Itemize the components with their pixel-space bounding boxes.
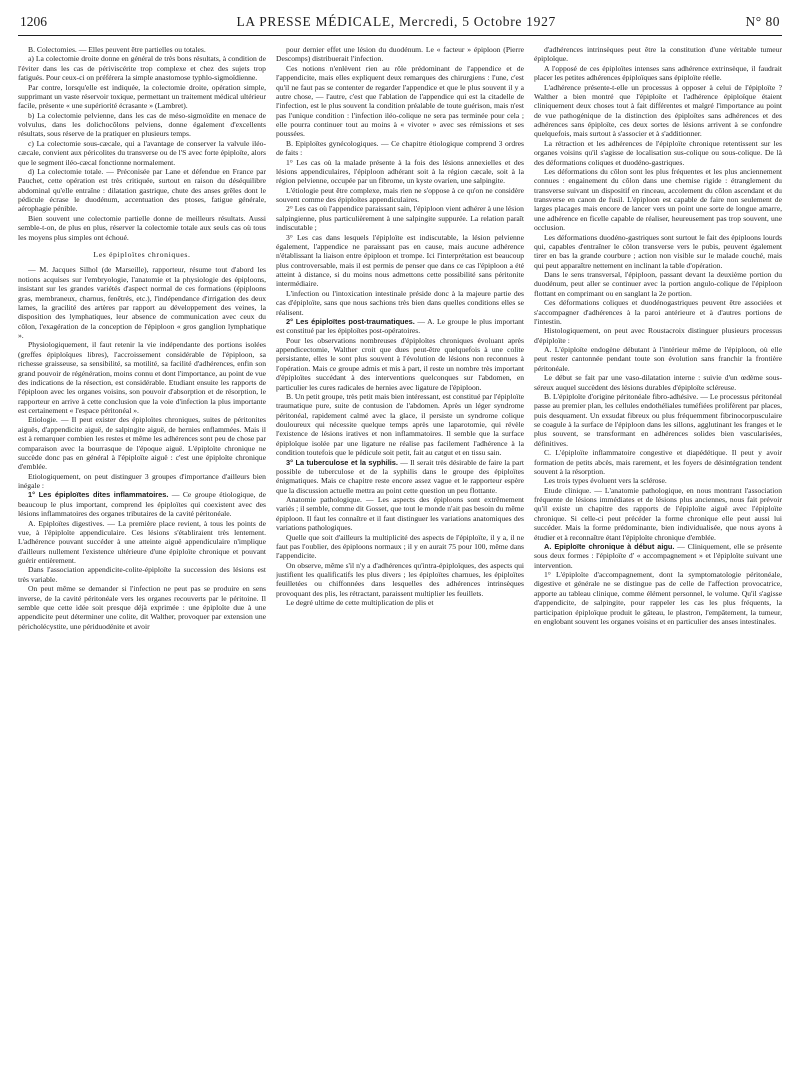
paragraph: Dans le sens transversal, l'épiploon, passant devant la deuxième portion du duodénum, peut aller se continuer avec la portion angulo-colique de l'épiploon flottant en comprimant ou en sanglant la 2e portion. <box>534 270 782 298</box>
paragraph-text: — Il serait très désirable de faire la part possible de tuberculose et de la syphilis dans le groupe des épiploïtes énigmatiques. Mais ce chapitre reste encore assez vague et le rapporteur espère que la discussion actuelle mettra au point cette question un peu flottante. <box>276 457 524 495</box>
paragraph: B. Un petit groupe, très petit mais bien intéressant, est constitué par l'épiploïte traumatique pure, suite de contusion de l'abdomen. Après un léger syndrome péritonéal, rapidement calmé avec la glace, il persiste un syndrome colique douloureux qui nécessite quelque temps après une laparotomie, qui révèle l'existence de lésions iratives et non inflammatoires. Il semble que la surface épiploïque isolée par une ligature ne réalise pas facilement l'adhérence à la condition toutefois que le pédicule soit petit, fait au catgut et en tissu sain. <box>276 391 524 458</box>
paragraph: Etiologie. — Il peut exister des épiploïtes chroniques, suites de péritonites aiguës, d'appendicite aiguë, de salpingite aiguë, de hernies enflammées. Mais il est à remarquer combien les restes et même les adhérences sont peu de chose par comparaison avec la bourrasque de l'époque aiguë. L'épiploïte chronique ne succède donc pas en général à l'épiploïte aiguë : c'est une épiploïte chronique d'emblée. <box>18 415 266 472</box>
paragraph: A. L'épiploïte endogène débutant à l'intérieur même de l'épiploon, où elle peut rester cantonnée pendant toute son évolution sans franchir la frontière péritonéale. <box>534 345 782 373</box>
subheading: 3° La tuberculose et la syphilis. <box>286 457 398 467</box>
paragraph: Les déformations duodéno-gastriques sont surtout le fait des épiploons lourds qui, capables d'entraîner le côlon transverse vers le pubis, peuvent également tirer en bas la grande courbure ; action non visible sur le malade couché, mais qui peut apparaître nettement en inclinant la table d'opération. <box>534 232 782 270</box>
paragraph: Le degré ultime de cette multiplication de plis et <box>286 598 434 608</box>
paragraph: Anatomie pathologique. — Les aspects des épiploons sont extrêmement variés ; il semble, comme dit Gosset, que tout le monde n'ait pas besoin du même épiploon. Il faut les connaître et il faut distinguer les variations anatomiques des variations pathologiques. <box>276 495 524 533</box>
paragraph: Le début se fait par une vaso-dilatation interne : suivie d'un œdème sous-séreux auquel succèdent des lésions durables d'épiploïte scléreuse. <box>534 373 782 392</box>
paragraph-text: — Cliniquement, elle se présente sous deux formes : l'épiploïte d' « accompagnement » et l'épiploïte suivant une intervention. <box>534 541 782 570</box>
columns <box>18 45 782 1073</box>
page-number: 1206 <box>20 14 47 29</box>
paragraph: Physiologiquement, il faut retenir la vie indépendante des portions isolées (greffes épiploïques libres), l'accroissement considérable de l'épiploon, sa richesse graisseuse, sa sensibilité, sa motilité, sa facilité d'adhérences, enfin son grand pouvoir de régénération, moins connu et dont l'importance, au point de vue des indications de la résection, est considérable. Etudiant ensuite les rapports de l'épiploon avec les organes voisins, son pouvoir d'absorption et de résorption, le rapporteur en arrive à cette conclusion que la voie d'infection la plus importante est certainement « l'espace péritonéal ». <box>18 340 266 416</box>
paragraph: — M. Jacques Silhol (de Marseille), rapporteur, résume tout d'abord les notions acquises sur l'embryologie, l'anatomie et la physiologie des épiploons, insistant sur les grandes variétés d'aspect normal de ces formations (épiploons gras, membraneux, charnus, fenêtrés, etc.), l'indépendance d'irrigation des deux lames, la gracilité des artères par rapport au développement des veines, la disposition des lymphatiques, leur absence de communication avec ceux du côlon, l'exagération de la conception de l'épiploon « gros ganglion lymphatique ». <box>18 265 266 341</box>
section-heading: Les épiploïtes chroniques. <box>93 249 191 259</box>
paragraph: L'étiologie peut être complexe, mais rien ne s'oppose à ce qu'on ne considère souvent comme des épiploïtes appendiculaires. <box>276 185 524 204</box>
paragraph: 3° Les cas dans lesquels l'épiploïte est indiscutable, la lésion pelvienne également, l'appendice ne paraissant pas en cause, mais aucune adhérence n'établissant la liaison entre épiploon et trompe. Ici l'interprétation est beaucoup plus controversable, mais il est permis de penser que dans ce cas l'épiploon a été atteint à distance, si du moins nous admettons cette possibilité sans péritonite intermédiaire. <box>276 232 524 289</box>
paragraph <box>276 317 524 336</box>
column-2 <box>276 45 524 1073</box>
paragraph: Bien souvent une colectomie partielle donne de meilleurs résultats. Aussi semble-t-on, de plus en plus, réserver la colectomie totale aux seuls cas où tous les moyens plus simples ont échoué. <box>18 213 266 242</box>
paragraph-text: — Ce groupe étiologique, de beaucoup le plus important, comprend les épiploïtes qui coexistent avec des lésions inflammatoires des organes tributaires de la cavité péritonéale. <box>18 490 266 519</box>
paragraph: On observe, même s'il n'y a d'adhérences qu'intra-épiploïques, des aspects qui justifient les qualificatifs les plus divers ; les épiploïtes charnues, les épiploïtes feuilletées ou chiffonnées dans lesquelles des adhérences intrinsèques provoquant des plis, les rétractant, paraissent multiplier les feuillets. <box>276 560 524 598</box>
paragraph: Pour les observations nombreuses d'épiploïtes chroniques évoluant après appendicectomie, Walther croit que dues peut-être quelquefois à une colite persistante, elles le sont plus souvent à l'évolution de lésions non reconnues à l'opération. Mais ce groupe admis et mis à part, il reste un nombre très important d'épiploïtes succédant à des interventions quelconques sur l'abdomen, en particulier les cures radicales de hernies avec ligature de l'épiploon. <box>276 335 524 392</box>
paragraph: Etiologiquement, on peut distinguer 3 groupes d'importance d'ailleurs bien inégale : <box>18 471 266 491</box>
column-3 <box>534 45 782 1073</box>
subheading: 1° Les épiploïtes dites inflammatoires. <box>28 490 169 500</box>
paragraph: A. Epiploïtes digestives. — La première place revient, à tous les points de vue, à l'épiploïte appendiculaire. Ces lésions s'établiraient très lentement. L'adhérence pouvant succéder à une atteinte aiguë appendiculaire n'implique d'ailleurs nullement l'existence ultérieure d'une épiploïte chronique et pouvant guérir entièrement. <box>18 518 266 566</box>
paragraph: 1° Les cas où la malade présente à la fois des lésions annexielles et des lésions appendiculaires, l'épiploon adhérant soit à la région cæcale, soit à la région pelvienne, occupée par un fibrome, un kyste ovarien, une salpingite. <box>276 157 524 186</box>
paragraph <box>276 458 524 496</box>
paragraph <box>534 542 782 570</box>
paragraph: Ces notions n'enlèvent rien au rôle prédominant de l'appendice et de l'appendicite, mais elles expliquent deux remarques des chirurgiens : l'une, c'est qu'il ne faut pas se contenter de regarder l'appendice et que le plus souvent il y a autre chose, — l'autre, c'est que l'ablation de l'appendice qui est la citadelle de l'infection, est le plus souvent la condition préalable de toute guérison, mais n'est pas l'unique condition : l'infection iléo-colique ne sera pas terminée pour cela ; elle pourra continuer tout au moins à « vivoter » avec ses rémissions et ses poussées. <box>276 63 524 139</box>
subheading: A. Epiploïte chronique à début aigu. <box>544 541 675 551</box>
paragraph: C. L'épiploïte inflammatoire congestive et diapédétique. Il peut y avoir formation de petits abcès, mais rarement, et les foyers de désintégration tendent souvent à la résorption. <box>534 448 782 476</box>
paragraph: b) La colectomie pelvienne, dans les cas de méso-sigmoïdite en menace de volvulus, dans les dolichocôlons pelviens, donne également d'excellents résultats, sous réserve de la pratiquer en plusieurs temps. <box>18 110 266 139</box>
page-header <box>18 14 782 36</box>
paragraph-text: — A. Le groupe le plus important est constitué par les épiploïtes post-opératoires. <box>276 316 524 336</box>
paragraph: B. L'épiploïte d'origine péritonéale fibro-adhésive. — Le processus péritonéal passe au premier plan, les cellules endothéliales tuméfiées prolifèrent par places, puis desquament. Un exsudat fibreux ou plus fréquemment fibrinocorpusculaire se coagule à la surface de l'épiploon dans les sillons, agglutinant les franges et le plus souvent, se transformant en adhérences solides bien vascularisées, définitives. <box>534 391 782 448</box>
paragraph: La rétraction et les adhérences de l'épiploïte chronique retentissent sur les organes voisins qu'il s'agisse de localisation sus-colique ou sous-colique. De là des déformations coliques et duodéno-gastriques. <box>534 138 782 167</box>
paragraph: Histologiquement, on peut avec Roustacroix distinguer plusieurs processus d'épiploïte : <box>534 326 782 345</box>
paragraph: L'infection ou l'intoxication intestinale préside donc à la majeure partie des cas d'épiploïte, sans que nous sachions très bien dans quelles conditions elles se réalisent. <box>276 288 524 317</box>
paragraph: c) La colectomie sous-cæcale, qui a l'avantage de conserver la valvule iléo-cæcale, convient aux péricolites du transverse ou de l'S avec forte épiploïte, alors que le segment iléo-cæcal fonctionne normalement. <box>18 138 266 167</box>
paragraph: Les trois types évoluent vers la sclérose. <box>544 476 667 486</box>
paragraph: Dans l'association appendicite-colite-épiploïte la succession des lésions est très variable. <box>18 565 266 584</box>
issue-number: N° 80 <box>745 14 780 29</box>
paragraph <box>18 490 266 518</box>
journal-title: LA PRESSE MÉDICALE, Mercredi, 5 Octobre 1927 <box>236 14 556 29</box>
subheading: 2° Les épiploïtes post-traumatiques. <box>286 316 415 326</box>
paragraph: L'adhérence présente-t-elle un processus à opposer à celui de l'épiploïte ? Walther a bien montré que l'épiploïte et l'adhérence épiploïque étaient cliniquement deux choses tout à fait différentes et malgré l'importance au point de vue pathogénique de la distinction des épiploïtes sans adhérences et des adhérences sans épiploïte, ces deux sortes de lésions arrivent à se confondre quelquefois, mais surtout à s'associer et à s'additionner. <box>534 82 782 139</box>
paragraph: Ces déformations coliques et duodénogastriques peuvent être associées et s'accompagner d'adhérences à la paroi antérieure et à d'autres portions de l'intestin. <box>534 298 782 326</box>
paragraph: d'adhérences intrinsèques peut être la constitution d'une véritable tumeur épiploïque. <box>534 45 782 64</box>
paragraph: B. Epiploïtes gynécologiques. — Ce chapitre étiologique comprend 3 ordres de faits : <box>276 138 524 158</box>
paragraph: 1° L'épiploïte d'accompagnement, dont la symptomatologie péritonéale, digestive et générale ne se distingue pas de celle de l'affection provocatrice, apporte au tableau clinique, comme élément personnel, le volume. Qu'il s'agisse d'appendicite, de salpingite, pour rappeler les cas les plus fréquents, la participation épiploïque produit le gâteau, le plastron, l'empâtement, la tumeur, en englobant souvent les organes voisins et en particulier des anses intestinales. <box>534 570 782 626</box>
paragraph: a) La colectomie droite donne en général de très bons résultats, à condition de l'éviter dans les cas de périviscérite trop complexe et chez des sujets trop fatigués. Pour ceux-ci on préférera la simple anastomose typhlo-sigmoïdienne. <box>18 54 266 83</box>
paragraph: Etude clinique. — L'anatomie pathologique, en nous montrant l'association fréquente de lésions immédiates et de lésions plus anciennes, nous fait prévoir qu'il existe un chapitre des rapports de l'épiploïte aiguë avec l'épiploïte chronique. Si celle-ci peut précéder la forme chronique elle peut aussi lui succéder. Mais la forme prédominante, bien individualisée, que nous ayons à étudier et à reconnaître étant l'épiploïte chronique d'emblée. <box>534 485 782 542</box>
paragraph: On peut même se demander si l'infection ne peut pas se produire en sens inverse, de la cavité péritonéale vers les organes recouverts par le péritoine. Il semble que cette idée soit presque déjà exprimée : une épiploïte due à une appendicite peut déterminer une colite, dit Walther, provoquer par extension une péricholécystite, une périduodénite et avoir <box>18 584 266 631</box>
paragraph: A l'opposé de ces épiploïtes intenses sans adhérence extrinsèque, il faudrait placer les petites adhérences épiploïques sans épiploïte réelle. <box>534 63 782 83</box>
paragraph: Les déformations du côlon sont les plus fréquentes et les plus anciennement connues : engainement du côlon dans une chemise rigide : étranglement du transverse suivant un dispositif en rinceau, accolement du côlon ascendant et du transverse en canon de fusil. L'épiploon est capable de faire non seulement de larges placages mais encore de lancer vers un point une sorte de longue amarre, une adhérence en ficelle capable de réaliser, heureusement pas trop souvent, une occlusion. <box>534 166 782 233</box>
paragraph: Par contre, lorsqu'elle est indiquée, la colectomie droite, opération simple, supprimant un vaste réservoir toxique, permettant un traitement médical ultérieur facile, présente « une supériorité écrasante » (Lambret). <box>18 82 266 111</box>
paragraph: pour dernier effet une lésion du duodénum. Le « facteur » épiploon (Pierre Descomps) distribuerait l'infection. <box>276 45 524 64</box>
paragraph: d) La colectomie totale. — Préconisée par Lane et défendue en France par Pauchet, cette opération est très critiquée, surtout en raison du déséquilibre abdominal qu'elle entraîne : dilatation gastrique, chute des anses grêles dont le pédicule écrase le duodénum, accentuation des ptoses, fatigue générale, aérophagie pénible. <box>18 166 266 214</box>
column-1 <box>18 45 266 1073</box>
paragraph: Quelle que soit d'ailleurs la multiplicité des aspects de l'épiploïte, il y a, il ne faut pas l'oublier, des épiploons normaux ; il y en aurait 75 pour 100, même dans l'appendicite. <box>276 532 524 561</box>
paragraph: 2° Les cas où l'appendice paraissant sain, l'épiploon vient adhérer à une lésion salpingienne, plus particulièrement à une salpingite suppurée. La relation paraît indiscutable ; <box>276 204 524 233</box>
paragraph: B. Colectomies. — Elles peuvent être partielles ou totales. <box>28 45 206 54</box>
